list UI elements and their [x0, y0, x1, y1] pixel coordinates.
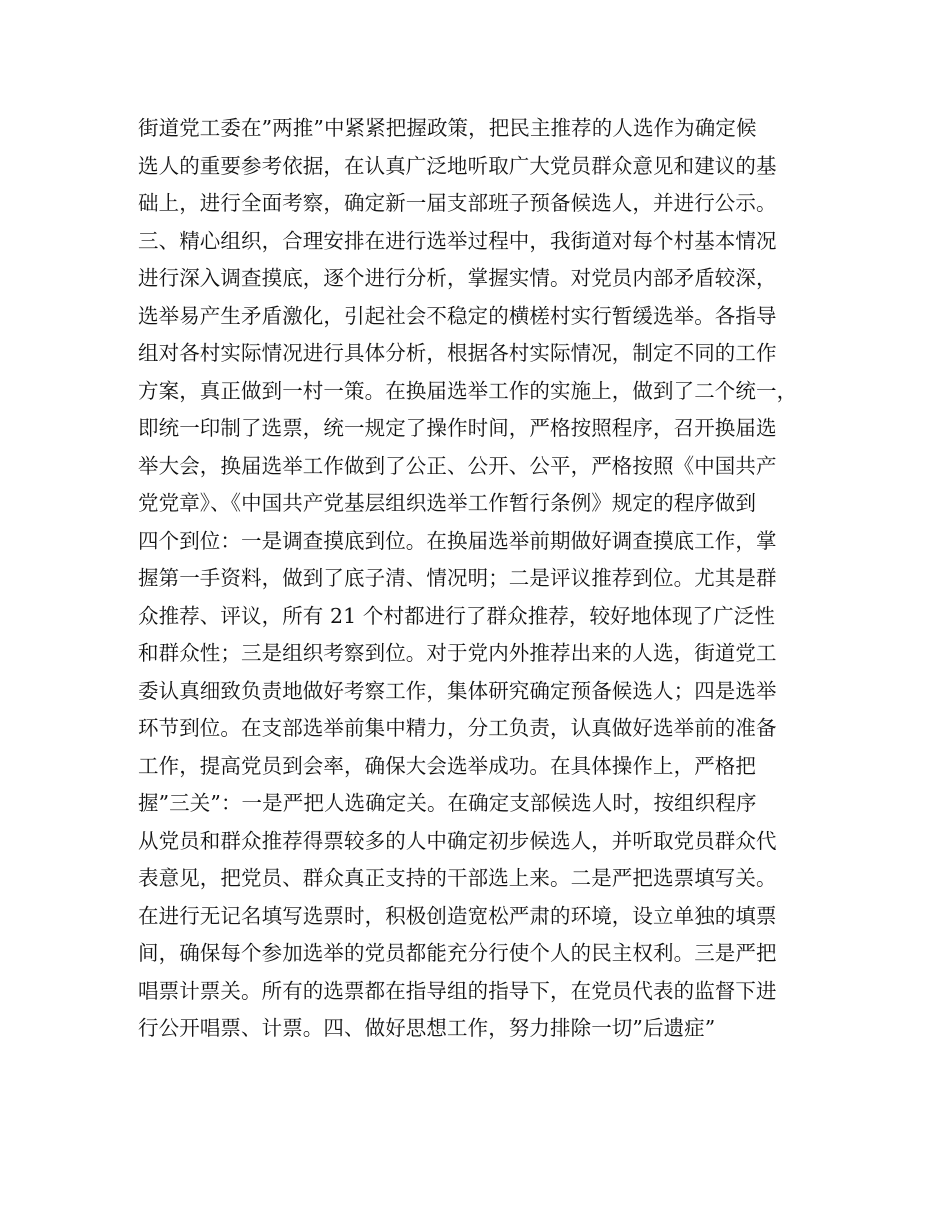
text-line: 握第一手资料，做到了底子清、情况明；二是评议推荐到位。尤其是群: [138, 566, 777, 590]
text-line: 和群众性；三是组织考察到位。对于党内外推荐出来的人选，街道党工: [138, 641, 777, 665]
text-line: 四个到位：一是调查摸底到位。在换届选举前期做好调查摸底工作，掌: [138, 528, 777, 553]
text-line: 进行深入调查摸底，逐个进行分析，掌握实情。对党员内部矛盾较深，: [138, 266, 777, 290]
text-line: 组对各村实际情况进行具体分析，根据各村实际情况，制定不同的工作: [138, 341, 777, 365]
text-line: 行公开唱票、计票。四、做好思想工作，努力排除一切”后遗症”: [138, 1016, 716, 1040]
text-line: 选举易产生矛盾激化，引起社会不稳定的横槎村实行暂缓选举。各指导: [138, 303, 777, 328]
text-line: 即统一印制了选票，统一规定了操作时间，严格按照程序，召开换届选: [138, 416, 777, 440]
text-line: 工作，提高党员到会率，确保大会选举成功。在具体操作上，严格把: [138, 753, 756, 778]
text-line: 党党章》、《中国共产党基层组织选举工作暂行条例》规定的程序做到: [138, 491, 757, 515]
text-line: 础上，进行全面考察，确定新一届支部班子预备候选人，并进行公示。: [138, 191, 777, 215]
body-paragraph: [138, 110, 828, 1048]
text-line: 选人的重要参考依据，在认真广泛地听取广大党员群众意见和建议的基: [138, 153, 777, 178]
text-line: 唱票计票关。所有的选票都在指导组的指导下，在党员代表的监督下进: [138, 978, 777, 1003]
text-line: 在进行无记名填写选票时，积极创造宽松严肃的环境，设立单独的填票: [138, 903, 777, 928]
text-line: 方案，真正做到一村一策。在换届选举工作的实施上，做到了二个统一，: [138, 378, 798, 403]
text-line: 三、精心组织，合理安排在进行选举过程中，我街道对每个村基本情况: [138, 228, 777, 253]
text-line: 众推荐、评议，所有 21 个村都进行了群众推荐，较好地体现了广泛性: [138, 603, 775, 628]
text-line: 从党员和群众推荐得票较多的人中确定初步候选人，并听取党员群众代: [138, 828, 777, 853]
text-line: 握”三关”：一是严把人选确定关。在确定支部候选人时，按组织程序: [138, 791, 757, 815]
text-line: 表意见，把党员、群众真正支持的干部选上来。二是严把选票填写关。: [138, 866, 777, 890]
text-line: 环节到位。在支部选举前集中精力，分工负责，认真做好选举前的准备: [138, 716, 777, 740]
text-line: 委认真细致负责地做好考察工作，集体研究确定预备候选人；四是选举: [138, 678, 777, 703]
text-line: 间，确保每个参加选举的党员都能充分行使个人的民主权利。三是严把: [138, 941, 777, 965]
text-line: 街道党工委在”两推”中紧紧把握政策，把民主推荐的人选作为确定候: [138, 116, 757, 140]
text-line: 举大会，换届选举工作做到了公正、公开、公平，严格按照《中国共产: [138, 453, 777, 478]
